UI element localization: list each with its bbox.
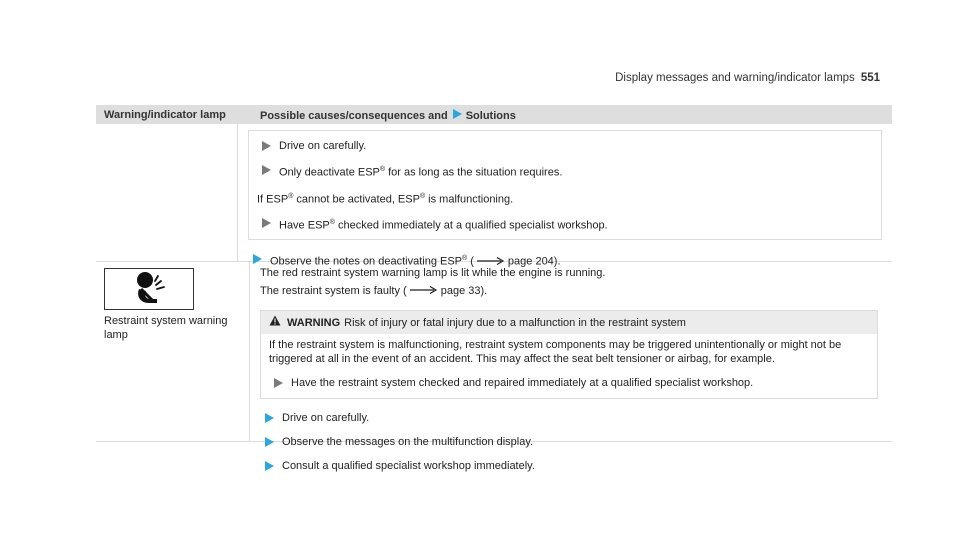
long-arrow-right-icon — [407, 286, 441, 294]
info-text: The red restraint system warning lamp is lit while the engine is running. — [260, 267, 606, 279]
info-text: If ESP® cannot be activated, ESP® is malfunctioning. — [257, 192, 514, 206]
play-arrow-icon — [264, 413, 274, 423]
airbag-seated-person-icon — [104, 268, 194, 310]
play-arrow-icon — [261, 165, 271, 175]
substep — [257, 216, 873, 233]
page-number: 551 — [860, 72, 880, 84]
warning-box — [260, 310, 878, 399]
solution-step — [260, 459, 882, 473]
play-arrow-icon — [261, 218, 271, 228]
substep — [257, 163, 873, 180]
substep — [257, 139, 873, 153]
warning-table — [96, 105, 892, 472]
col-header-causes-text: Possible causes/consequences and — [260, 110, 448, 122]
warning-triangle-icon — [269, 315, 281, 330]
play-arrow-icon — [264, 461, 274, 471]
solution-step — [260, 411, 882, 425]
solution-step — [260, 435, 882, 449]
play-arrow-icon — [261, 141, 271, 151]
page-ref-link[interactable]: page 204). — [507, 255, 561, 268]
page-ref-link[interactable]: page 33). — [440, 285, 488, 297]
play-arrow-icon — [273, 378, 283, 388]
lamp-cell-empty — [96, 124, 238, 261]
substep-text: Have ESP® checked immediately at a qualified specialist workshop. — [279, 219, 608, 232]
warning-header — [261, 311, 877, 334]
table-row — [96, 124, 892, 268]
table-header — [96, 105, 892, 124]
col-header-causes — [250, 105, 892, 124]
lamp-label: Restraint system warning lamp — [104, 315, 228, 341]
substeps-box — [248, 130, 882, 240]
table-row — [96, 262, 892, 472]
warning-label: WARNING — [287, 316, 341, 329]
solution-text: Consult a qualified specialist workshop immediately. — [282, 460, 535, 472]
solution-text: Drive on carefully. — [282, 412, 370, 424]
causes-cell — [238, 124, 892, 268]
info-text: The restraint system is faulty ( page 33). — [260, 285, 488, 297]
play-arrow-icon — [452, 109, 462, 123]
substep-text: Drive on carefully. — [279, 140, 367, 152]
lamp-cell — [96, 262, 250, 441]
col-header-lamp: Warning/indicator lamp — [104, 109, 226, 121]
warning-body — [261, 334, 877, 398]
warning-step-text: Have the restraint system checked and repaired immediately at a qualified specialist workshop. — [291, 377, 754, 389]
warning-step — [269, 376, 869, 390]
warning-title: Risk of injury or fatal injury due to a malfunction in the restraint system — [344, 316, 686, 329]
header-title: Display messages and warning/indicator lamps — [615, 72, 855, 84]
causes-cell — [250, 262, 892, 472]
substep-text: Only deactivate ESP® for as long as the situation requires. — [279, 166, 563, 179]
warning-text: If the restraint system is malfunctioning, restraint system components may be triggered unintentionally or might not be triggered at all in the event of an accident. This may affect the seat belt tensioner or airbag, for example. — [269, 339, 842, 365]
solution-text: Observe the messages on the multifunction display. — [282, 436, 534, 448]
play-arrow-icon — [264, 437, 274, 447]
solution-text: Observe the notes on deactivating ESP® ( page 204). — [270, 254, 561, 268]
page-header — [615, 72, 880, 84]
col-header-solutions-text: Solutions — [465, 110, 516, 122]
